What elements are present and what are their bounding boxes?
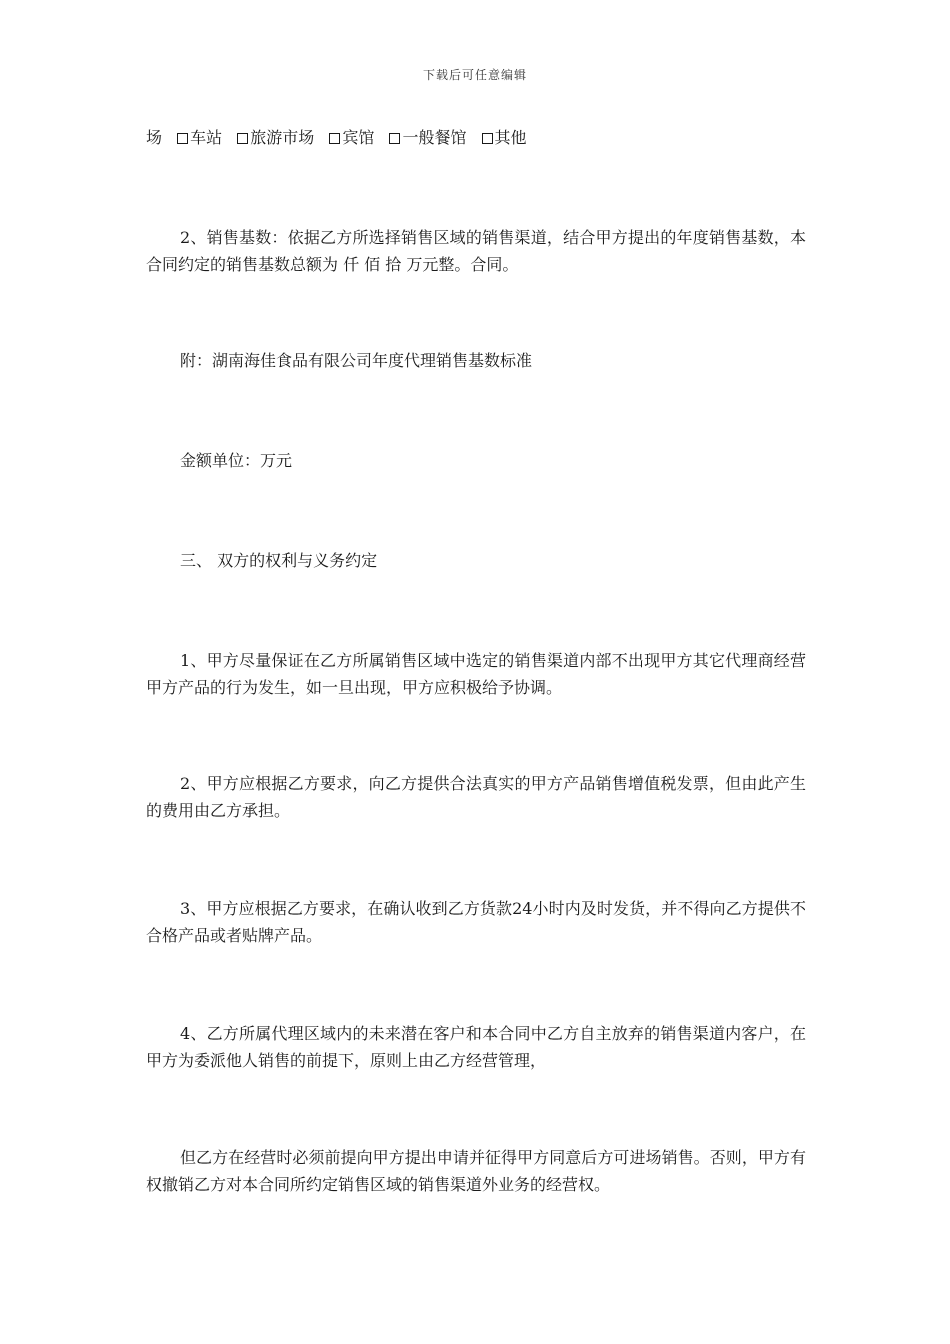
paragraph-clause-4: 4、乙方所属代理区域内的未来潜在客户和本合同中乙方自主放弃的销售渠道内客户，在甲方为委派他人销售的前提下，原则上由乙方经营管理， (146, 1024, 806, 1070)
paragraph-sales-base: 2、销售基数：依据乙方所选择销售区域的销售渠道，结合甲方提出的年度销售基数，本合同约定的销售基数总额为 仟 佰 拾 万元整。合同。 (146, 228, 806, 274)
option-tourist-market: 旅游市场 (250, 128, 315, 147)
checkbox-icon[interactable] (237, 133, 248, 144)
section-heading: 三、 双方的权利与义务约定 (180, 551, 378, 570)
paragraph-clause-2: 2、甲方应根据乙方要求，向乙方提供合法真实的甲方产品销售增值税发票，但由此产生的费用由乙方承担。 (146, 774, 806, 820)
checkbox-icon[interactable] (482, 133, 493, 144)
paragraph-attachment: 附：湖南海佳食品有限公司年度代理销售基数标准 (180, 351, 533, 370)
channel-options-line (146, 124, 806, 151)
page-header: 下载后可任意编辑 (422, 68, 527, 82)
checkbox-icon[interactable] (177, 133, 188, 144)
option-restaurant: 一般餐馆 (402, 128, 467, 147)
line-prefix: 场 (146, 128, 163, 147)
paragraph-clause-1: 1、甲方尽量保证在乙方所属销售区域中选定的销售渠道内部不出现甲方其它代理商经营甲方产品的行为发生，如一旦出现，甲方应积极给予协调。 (146, 651, 806, 697)
option-hotel: 宾馆 (342, 128, 375, 147)
paragraph-clause-4-continued: 但乙方在经营时必须前提向甲方提出申请并征得甲方同意后方可进场销售。否则，甲方有权撤销乙方对本合同所约定销售区域的销售渠道外业务的经营权。 (146, 1148, 806, 1194)
option-other: 其他 (494, 128, 527, 147)
paragraph-amount-unit: 金额单位：万元 (180, 451, 293, 470)
checkbox-icon[interactable] (389, 133, 400, 144)
checkbox-icon[interactable] (329, 133, 340, 144)
option-station: 车站 (190, 128, 223, 147)
paragraph-clause-3: 3、甲方应根据乙方要求，在确认收到乙方货款24小时内及时发货，并不得向乙方提供不合格产品或者贴牌产品。 (146, 899, 806, 945)
